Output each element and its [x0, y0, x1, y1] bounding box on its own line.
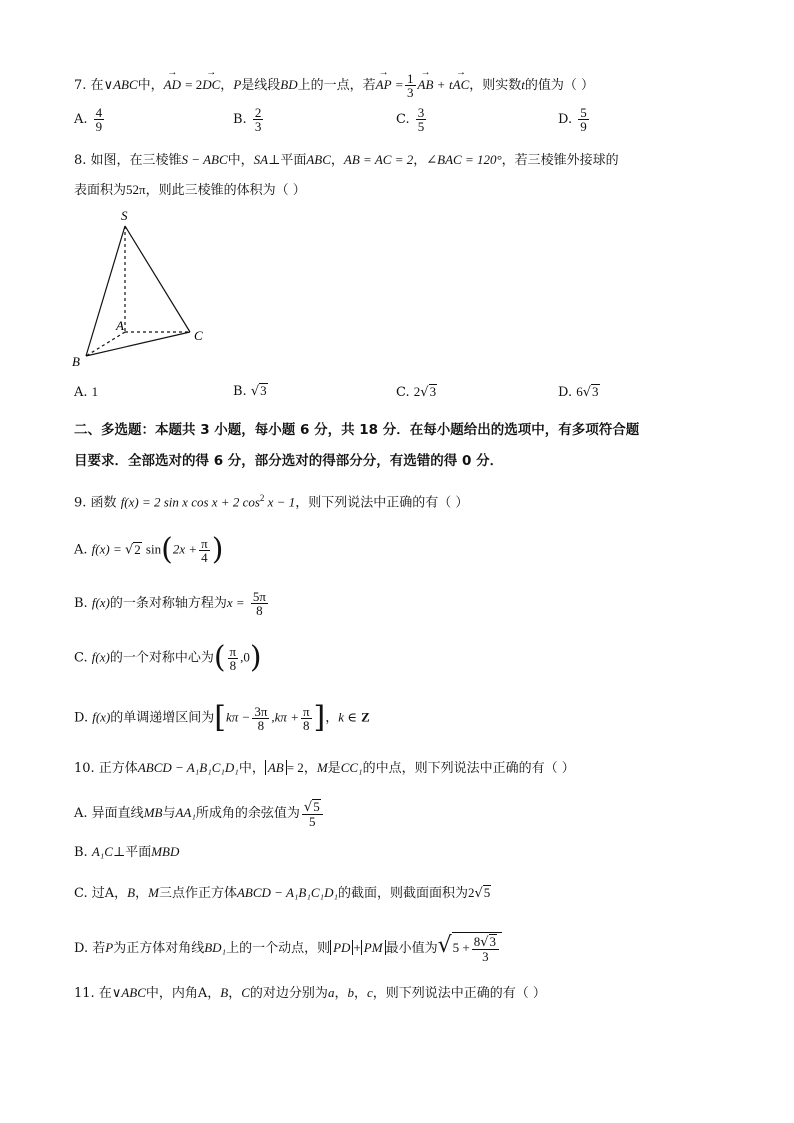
section-2-heading-line1: 二、多选题：本题共 3 小题，每小题 6 分，共 18 分．在每小题给出的选项中，有多项符合题: [74, 422, 640, 438]
fraction-one-third: $\frac{1}{3}$: [407, 71, 414, 100]
vector-ad: → AD: [164, 76, 181, 94]
edge-bc: [86, 332, 190, 356]
vector-dc: → DC: [202, 76, 220, 94]
q10-stem: 10. 正方体ABCD − A₁B₁C₁D₁中， AB = 2，M是CC₁的中点，则下列说法中正确的有（ ）: [74, 760, 575, 776]
vector-ap: → AP: [376, 76, 392, 94]
q8-option-a[interactable]: A. 1: [74, 384, 99, 400]
section-2-heading-line2: 目要求．全部选对的得 6 分，部分选对的得部分分，有选错的得 0 分．: [74, 453, 504, 469]
q7-option-a[interactable]: A. $\frac{4}{9}$: [74, 105, 103, 134]
q7-option-c[interactable]: C. $\frac{3}{5}$: [396, 105, 425, 134]
q10-option-d[interactable]: D. 若P为正方体对角线BD₁上的一个动点，则 PD + PM 最小值为√5 + $\frac{8√3}{3}$: [74, 932, 502, 964]
q10-option-a[interactable]: A. 异面直线MB与AA₁所成角的余弦值为 $\frac{√5}{5}$: [74, 799, 325, 828]
q10-option-b[interactable]: B. A₁C⊥平面MBD: [74, 844, 180, 860]
vertex-s-label: S: [121, 208, 128, 223]
q7-option-b[interactable]: B. $\frac{2}{3}$: [233, 105, 262, 134]
q8-option-d[interactable]: D. 6√3: [558, 384, 599, 400]
q9-stem: 9. 函数 f(x) = 2 sin x cos x + 2 $\cos^2 x - 1$，则下列说法中正确的有（ ）: [74, 493, 469, 511]
q9-option-c[interactable]: C. f(x)的一个对称中心为( $\frac{\pi}{8}$ ,0): [74, 640, 262, 675]
edge-sc: [125, 226, 190, 332]
tetrahedron-figure: [68, 206, 218, 366]
q7-option-d[interactable]: D. $\frac{5}{9}$: [558, 105, 587, 134]
q9-option-a[interactable]: A. f(x) = √2 sin(2x + $\frac{\pi}{4}$ ): [74, 532, 224, 567]
q8-option-b[interactable]: B. √3: [233, 383, 267, 399]
q9-option-d[interactable]: D. f(x)的单调递增区间为[kπ − $\frac{3\pi}{8}$ ,kπ + $\frac{\pi}{8}$ ]，k ∈ Z: [74, 700, 370, 735]
q9-option-b[interactable]: B. f(x)的一条对称轴方程为x = $\frac{5\pi}{8}$: [74, 589, 266, 618]
edge-sb: [86, 226, 125, 356]
vertex-c-label: C: [194, 328, 203, 343]
vector-ac: → AC: [453, 76, 470, 94]
q8-stem-line1: 8. 如图，在三棱锥S − ABC中，SA⊥平面ABC，AB = AC = 2，∠BAC = 120°，若三棱锥外接球的: [74, 152, 619, 168]
q7-stem: 7. 在∨ABC中，→ AD = 2→ DC，P是线段BD上的一点，若→ AP = $\frac{1}{3}$ → AB + t→ AC，则实数t的值为（ ）: [74, 72, 594, 99]
q8-stem-line2: 表面积为52π，则此三棱锥的体积为（ ）: [74, 182, 306, 198]
vertex-a-label: A: [116, 318, 124, 333]
q10-option-c[interactable]: C. 过A，B，M三点作正方体ABCD − A₁B₁C₁D₁的截面，则截面面积为2√5: [74, 885, 491, 901]
vector-ab: → AB: [418, 76, 434, 94]
vertex-b-label: B: [72, 354, 80, 366]
q8-option-c[interactable]: C. 2√3: [396, 384, 437, 400]
q11-stem: 11. 在∨ABC中，内角A，B，C的对边分别为a，b，c，则下列说法中正确的有（ ）: [74, 985, 546, 1001]
